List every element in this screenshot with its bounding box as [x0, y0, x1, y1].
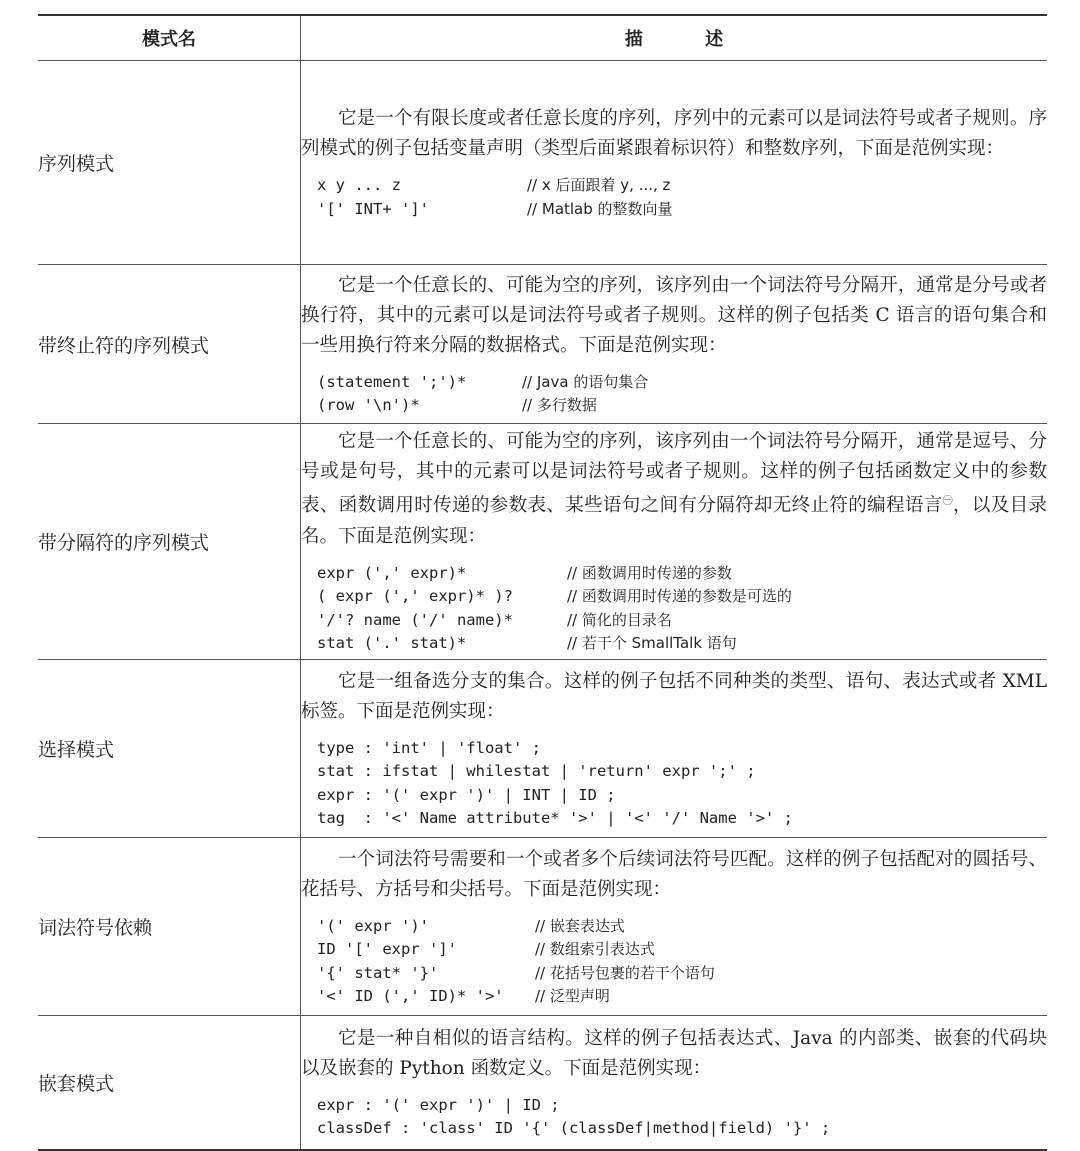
- code-source: expr : '(' expr ')' | ID ;: [317, 1095, 560, 1114]
- footnote-marker: ㊀: [942, 496, 953, 508]
- code-example: [317, 915, 1047, 1009]
- code-source: '/'? name ('/' name)*: [317, 610, 513, 629]
- pattern-desc: 它是一组备选分支的集合。这样的例子包括不同种类的类型、语句、表达式或者 XML 标签。下面是范例实现：: [301, 670, 1047, 722]
- code-source: type : 'int' | 'float' ;: [317, 738, 541, 757]
- code-source: '{' stat* '}': [317, 963, 439, 982]
- code-line: [317, 1117, 1047, 1141]
- code-comment: // Java 的语句集合: [522, 372, 649, 391]
- pattern-desc-cell: [301, 265, 1048, 424]
- code-line: [317, 198, 1047, 222]
- code-source: '[' INT+ ']': [317, 199, 429, 218]
- pattern-desc-cell: [301, 838, 1048, 1016]
- code-example: [317, 562, 1047, 656]
- code-line: [317, 737, 1047, 761]
- code-comment: // 函数调用时传递的参数: [567, 563, 732, 582]
- pattern-desc-cell: [301, 424, 1048, 660]
- code-source: classDef : 'class' ID '{' (classDef|method|field) '}' ;: [317, 1119, 831, 1138]
- code-source: expr (',' expr)*: [317, 563, 467, 582]
- code-comment: // 泛型声明: [535, 987, 610, 1005]
- code-line: [317, 938, 1047, 962]
- code-source: ID '[' expr ']': [317, 940, 457, 958]
- code-line: [317, 1094, 1047, 1118]
- code-line: [317, 371, 1047, 395]
- pattern-name: 带分隔符的序列模式: [38, 424, 301, 660]
- code-line: [317, 632, 1047, 656]
- pattern-desc: [301, 427, 1047, 551]
- pattern-desc-cell: [301, 61, 1048, 265]
- table-row: [38, 1016, 1047, 1150]
- col-header-desc: 描 述: [301, 15, 1048, 61]
- pattern-table: [38, 14, 1047, 1151]
- code-line: [317, 609, 1047, 633]
- code-comment: // Matlab 的整数向量: [527, 199, 673, 218]
- code-line: [317, 807, 1047, 831]
- table-row: [38, 61, 1047, 265]
- code-source: tag : '<' Name attribute* '>' | '<' '/' Name '>' ;: [317, 809, 793, 827]
- pattern-name: 序列模式: [38, 61, 301, 265]
- code-line: [317, 394, 1047, 418]
- code-example: [317, 1094, 1047, 1141]
- pattern-desc: 它是一个有限长度或者任意长度的序列，序列中的元素可以是词法符号或者子规则。序列模式的例子包括变量声明（类型后面紧跟着标识符）和整数序列，下面是范例实现：: [301, 108, 1047, 159]
- code-source: '<' ID (',' ID)* '>': [317, 987, 504, 1005]
- code-line: [317, 760, 1047, 784]
- code-line: [317, 962, 1047, 986]
- table-row: [38, 265, 1047, 424]
- code-comment: // 简化的目录名: [567, 610, 672, 629]
- pattern-name: 嵌套模式: [38, 1016, 301, 1150]
- code-source: (statement ';')*: [317, 372, 467, 391]
- code-source: (row '\n')*: [317, 396, 420, 414]
- pattern-desc-cell: [301, 1016, 1048, 1150]
- code-comment: // x 后面跟着 y, ..., z: [527, 176, 671, 194]
- pattern-name: 词法符号依赖: [38, 838, 301, 1016]
- code-example: [317, 371, 1047, 418]
- pattern-desc: 一个词法符号需要和一个或者多个后续词法符号匹配。这样的例子包括配对的圆括号、花括号、方括号和尖括号。下面是范例实现：: [301, 848, 1047, 900]
- code-line: [317, 784, 1047, 808]
- code-source: stat : ifstat | whilestat | 'return' expr ';' ;: [317, 762, 756, 780]
- pattern-desc: 它是一个任意长的、可能为空的序列，该序列由一个词法符号分隔开，通常是分号或者换行符，其中的元素可以是词法符号或者子规则。这样的例子包括类 C 语言的语句集合和一些用换行符来分隔的数据格式。下面是范例实现：: [301, 274, 1047, 356]
- code-comment: // 嵌套表达式: [535, 916, 625, 935]
- table-row: [38, 660, 1047, 838]
- code-source: stat ('.' stat)*: [317, 634, 467, 653]
- pattern-name: 选择模式: [38, 660, 301, 838]
- code-example: [317, 174, 1047, 221]
- code-line: [317, 985, 1047, 1009]
- col-header-name: 模式名: [38, 15, 301, 61]
- code-source: '(' expr ')': [317, 916, 429, 935]
- code-comment: // 数组索引表达式: [535, 940, 655, 958]
- code-source: x y ... z: [317, 176, 401, 194]
- code-line: [317, 562, 1047, 586]
- code-source: ( expr (',' expr)* )?: [317, 587, 513, 606]
- code-line: [317, 174, 1047, 198]
- table-row: [38, 838, 1047, 1016]
- code-source: expr : '(' expr ')' | INT | ID ;: [317, 785, 616, 804]
- pattern-desc-tail: ，以及目录名。下面是范例实现：: [301, 495, 1047, 547]
- code-line: [317, 915, 1047, 939]
- code-comment: // 花括号包裹的若干个语句: [535, 963, 715, 982]
- pattern-desc-main: 它是一个任意长的、可能为空的序列，该序列由一个词法符号分隔开，通常是逗号、分号或是句号，其中的元素可以是词法符号或者子规则。这样的例子包括函数定义中的参数表、函数调用时传递的参数表、某些语句之间有分隔符却无终止符的编程语言: [301, 431, 1047, 517]
- code-comment: // 函数调用时传递的参数是可选的: [567, 587, 792, 606]
- code-line: [317, 585, 1047, 609]
- pattern-name: 带终止符的序列模式: [38, 265, 301, 424]
- table-header-row: [38, 15, 1047, 61]
- table-row: [38, 424, 1047, 660]
- code-comment: // 多行数据: [522, 396, 597, 414]
- code-example: [317, 737, 1047, 831]
- pattern-desc-cell: [301, 660, 1048, 838]
- pattern-desc: 它是一种自相似的语言结构。这样的例子包括表达式、Java 的内部类、嵌套的代码块以及嵌套的 Python 函数定义。下面是范例实现：: [301, 1027, 1047, 1079]
- code-comment: // 若干个 SmallTalk 语句: [567, 634, 737, 653]
